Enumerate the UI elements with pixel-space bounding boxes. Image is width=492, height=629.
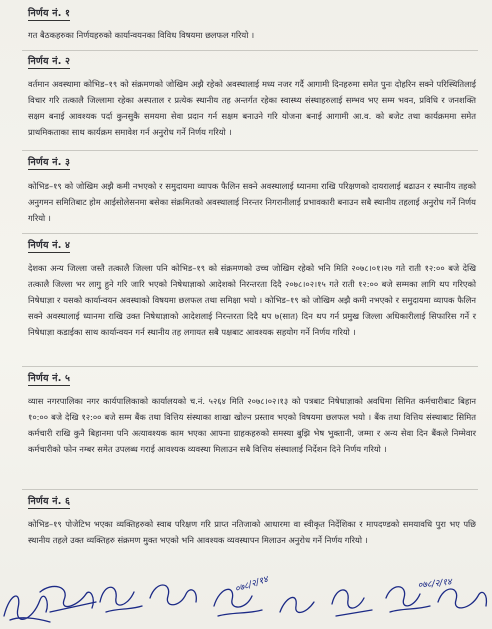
signature-7 (332, 590, 372, 616)
divider (22, 233, 478, 234)
decision-heading-4 (28, 238, 70, 253)
signatures-area (0, 572, 492, 629)
signature-6 (280, 597, 314, 612)
divider (22, 150, 478, 151)
divider (22, 50, 478, 51)
handwritten-date-1: ०७८/२/१४ (233, 574, 270, 595)
signature-1 (4, 596, 50, 622)
decision-body-5: व्यास नगरपालिका नगर कार्यपालिकाको कार्यालयको च.नं. ५२६४ मिति २०७८।०२।१३ को पत्रबाट निषेधाज्ञाको अवधिमा सिमित कर्मचारीबाट बिहान १०:०० बजे देखि १२:०० बजे सम्म बैंक तथा वित्तिय संस्थाका शाखा खोल्न प्रस्ताव भएको विषयमा छलफल भयो । बैंक तथा वित्तिय संस्थाबाट सिमित कर्मचारी राखि कुनै बिहानमा पनि अत्यावश्यक काम भएका आफ्ना ग्राहकहरुको समस्या बुझि भेष भुक्तानी, जम्मा र अन्य सेवा दिन बैंकले निम्मेवार कर्मचारीको फोन नम्बर समेत उपलब्ध गराई आवश्यक व्यवस्था मिलाउन सबै वित्तिय संस्थालाई निर्देशन दिने निर्णय गरियो । (28, 396, 476, 454)
signature-8 (386, 587, 430, 612)
decision-heading-text: निर्णय नं. ४ (28, 240, 71, 251)
decision-heading-text: निर्णय नं. १ (28, 8, 71, 19)
decision-heading-6 (28, 494, 70, 509)
decision-body-1: गत बैठकहरुका निर्णयहरुको कार्यान्वयनका विविध विषयमा छलफल गरियो । (28, 30, 255, 40)
decision-body-4: देशका अन्य जिल्ला जस्तै तत्कालै जिल्ला पनि कोभिड–१९ को संक्रमणको उच्च जोखिम रहेको भनि मिति २०७८।०१।२७ गते राती १२:०० बजे देखि तत्कालै जिल्ला भर लागु हुने गरि जारि भएको निषेधाज्ञाको आदेशको निरन्तरता दिदै २०७८।०२।१५ गते राती १२:०० बजे सम्मका लागि थप गरिएको निषेधाज्ञा र यसको कार्यान्वयन अवस्थाको विषयमा छलफल तथा समिक्षा भयो । कोभिड–१९ को जोखिम अझै कमी नभएको र समुदायमा व्यापक फैलिन सक्ने अवस्थालाई ध्यानमा राखि उक्त निषेधाज्ञाको आदेशलाई निरन्तरता दिदै थप ७(सात) दिन थप गर्न प्रमुख जिल्ला अधिकारीलाई सिफारिस गर्ने र निषेधाज्ञा कडाईका साथ कार्यान्वयन गर्न स्थानीय तह लगायत सबै पक्षबाट आवश्यक सहयोग गर्ने निर्णय गरियो । (28, 263, 476, 337)
decision-heading-5 (28, 371, 70, 386)
decision-body-6: कोभिड–१९ पोजेटिभ भएका व्यक्तिहरुको स्वाब परिक्षण गरि प्राप्त नतिजाको आधारमा वा स्वीकृत निर्देशिका र मापदण्डको समयावधि पुरा भए पछि स्थानीय तहले उक्त व्यक्तिहरु संक्रमण मुक्त भएको भनि आवश्यक व्यवस्थापन मिलाउन अनुरोध गर्ने निर्णय गरियो । (28, 519, 476, 545)
decision-heading-2 (28, 54, 70, 69)
decision-heading-1 (28, 6, 70, 21)
signature-2 (40, 586, 96, 612)
divider (22, 489, 478, 490)
signature-3 (100, 587, 142, 612)
decision-heading-text: निर्णय नं. ३ (28, 157, 71, 168)
decision-heading-text: निर्णय नं. २ (28, 56, 71, 67)
signature-4 (150, 585, 196, 605)
decision-heading-3 (28, 155, 70, 170)
divider (22, 366, 478, 367)
decision-heading-text: निर्णय नं. ५ (28, 373, 71, 384)
handwritten-date-2: ०७८/२/१४ (417, 577, 453, 591)
decision-body-2: वर्तमान अवस्थामा कोभिड–१९ को संक्रमणको जोखिम अझै रहेको अवस्थालाई मध्य नजर गर्दै आगामी दिनहरुमा समेत पुनः दोहरिन सक्ने परिस्थितिलाई विचार गरि तत्कालै जिल्लामा रहेका अस्पताल र प्रत्येक स्थानीय तह अन्तर्गत रहेका स्वास्थ्य संस्थाहरुलाई सम्भव भए सम्म भवन, प्रविधि र जनशक्ति सक्षम बनाई आवश्यक पर्दा कुनसुकै समयमा सेवा प्रदान गर्न सक्षम बनाउने गरि योजना बनाई आगामी आ.व. को बजेट तथा कार्यक्रममा समेत प्राथमिकताका साथ कार्यक्रम समावेश गर्न अनुरोध गर्ने निर्णय गरियो । (28, 79, 476, 137)
decision-heading-text: निर्णय नं. ६ (28, 496, 71, 507)
signature-9 (438, 589, 486, 608)
decision-body-3: कोभिड–१९ को जोखिम अझै कमी नभएको र समुदायमा व्यापक फैलिन सक्ने अवस्थालाई ध्यानमा राखि परिक्षणको दायरालाई बढाउन र स्थानीय तहको अनुगमन समितिबाट होम आईसोलेसनमा बसेका संक्रमितको अवस्थालाई निरन्तर निगरानीलाई प्रभावकारी बनाउन सबै स्थानीय तहलाई अनुरोध गर्ने निर्णय गरियो । (28, 181, 476, 223)
